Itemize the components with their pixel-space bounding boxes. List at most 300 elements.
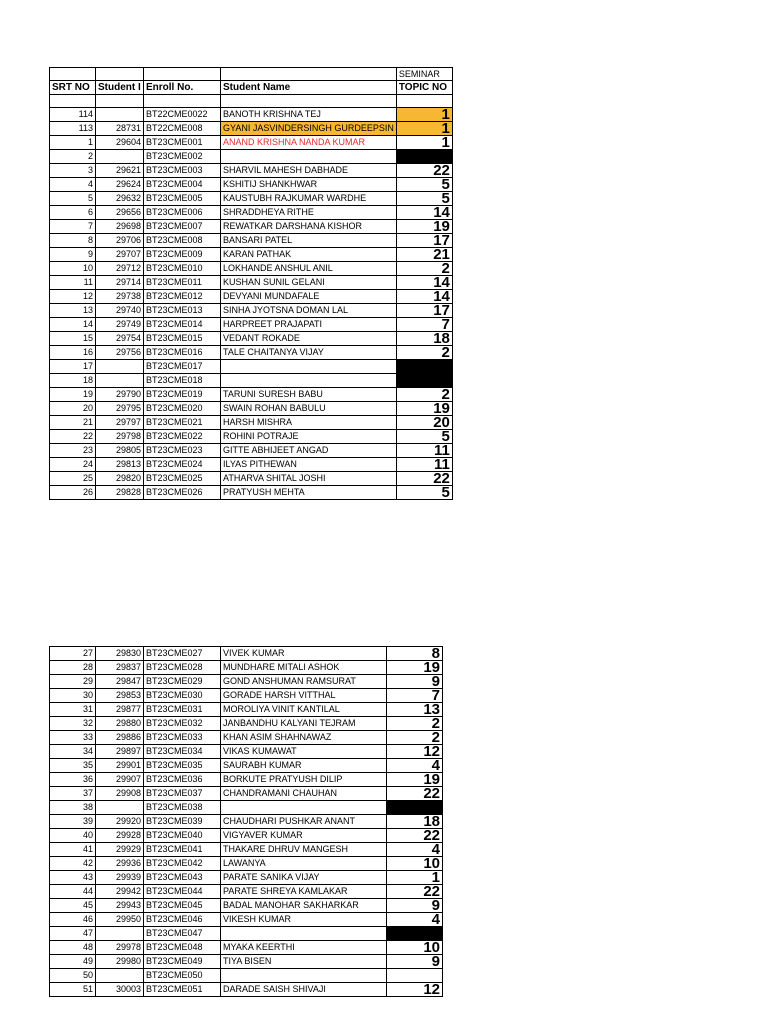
student-name-cell: DARADE SAISH SHIVAJI xyxy=(221,983,387,997)
enroll-no-cell: BT23CME008 xyxy=(144,234,221,248)
topic-no-cell: 7 xyxy=(387,689,443,703)
student-id-cell: 28731 xyxy=(96,122,144,136)
table-row xyxy=(50,360,453,374)
student-name-cell: TIYA BISEN xyxy=(221,955,387,969)
topic-no-cell: 20 xyxy=(396,416,452,430)
student-id-cell: 29621 xyxy=(96,164,144,178)
enroll-no-cell: BT23CME043 xyxy=(144,871,221,885)
table-row xyxy=(50,815,443,829)
enroll-no-cell: BT23CME050 xyxy=(144,969,221,983)
student-id-cell: 29837 xyxy=(96,661,144,675)
student-id-cell: 29978 xyxy=(96,941,144,955)
student-name-cell: MYAKA KEERTHI xyxy=(221,941,387,955)
topic-no-cell: 19 xyxy=(396,402,452,416)
student-id-cell: 29805 xyxy=(96,444,144,458)
table-row xyxy=(50,192,453,206)
student-name-cell xyxy=(221,927,387,941)
student-name-cell: PRATYUSH MEHTA xyxy=(221,486,397,500)
blank-cell xyxy=(396,95,452,108)
srt-no-cell: 27 xyxy=(50,647,96,661)
student-id-cell: 29928 xyxy=(96,829,144,843)
student-name-cell: GOND ANSHUMAN RAMSURAT xyxy=(221,675,387,689)
enroll-no-cell: BT23CME003 xyxy=(144,164,221,178)
srt-no-cell: 21 xyxy=(50,416,96,430)
topic-no-cell: 18 xyxy=(396,332,452,346)
srt-no-cell: 9 xyxy=(50,248,96,262)
enroll-no-cell: BT23CME011 xyxy=(144,276,221,290)
student-id-cell: 29929 xyxy=(96,843,144,857)
enroll-no-cell: BT23CME014 xyxy=(144,318,221,332)
srt-no-cell: 113 xyxy=(50,122,96,136)
topic-no-cell xyxy=(387,927,443,941)
table-row xyxy=(50,290,453,304)
student-name-cell: KARAN PATHAK xyxy=(221,248,397,262)
enroll-no-cell: BT23CME048 xyxy=(144,941,221,955)
enroll-no-cell: BT23CME007 xyxy=(144,220,221,234)
student-id-cell: 29756 xyxy=(96,346,144,360)
enroll-no-cell: BT23CME006 xyxy=(144,206,221,220)
student-id-cell: 29886 xyxy=(96,731,144,745)
student-name-cell: LOKHANDE ANSHUL ANIL xyxy=(221,262,397,276)
topic-no-cell: 22 xyxy=(387,787,443,801)
table-row xyxy=(50,304,453,318)
topic-no-cell: 14 xyxy=(396,290,452,304)
srt-no-cell: 29 xyxy=(50,675,96,689)
enroll-no-cell: BT23CME026 xyxy=(144,486,221,500)
student-name-cell: BANSARI PATEL xyxy=(221,234,397,248)
student-name-cell: VEDANT ROKADE xyxy=(221,332,397,346)
student-id-cell: 29901 xyxy=(96,759,144,773)
enroll-no-cell: BT23CME023 xyxy=(144,444,221,458)
enroll-no-cell: BT23CME020 xyxy=(144,402,221,416)
student-name-cell: THAKARE DHRUV MANGESH xyxy=(221,843,387,857)
srt-no-cell: 40 xyxy=(50,829,96,843)
student-name-cell: SHRADDHEYA RITHE xyxy=(221,206,397,220)
student-id-cell xyxy=(96,150,144,164)
student-id-cell xyxy=(96,108,144,122)
student-table-2-body xyxy=(50,647,443,997)
table-row xyxy=(50,136,453,150)
enroll-no-cell: BT23CME031 xyxy=(144,703,221,717)
table-row xyxy=(50,731,443,745)
enroll-no-cell: BT23CME010 xyxy=(144,262,221,276)
srt-no-cell: 11 xyxy=(50,276,96,290)
blank-row xyxy=(50,95,453,108)
topic-no-cell xyxy=(396,374,452,388)
student-table-2 xyxy=(49,646,443,997)
topic-no-cell: 1 xyxy=(396,122,452,136)
seminar-label: SEMINAR xyxy=(396,68,452,81)
table-row xyxy=(50,262,453,276)
table-row xyxy=(50,178,453,192)
student-name-cell: VIKAS KUMAWAT xyxy=(221,745,387,759)
student-name-cell: LAWANYA xyxy=(221,857,387,871)
topic-no-cell: 5 xyxy=(396,178,452,192)
topic-no-cell: 9 xyxy=(387,955,443,969)
student-table-1 xyxy=(49,67,453,500)
table-row xyxy=(50,430,453,444)
student-id-cell: 29942 xyxy=(96,885,144,899)
topic-no-cell: 2 xyxy=(387,731,443,745)
blank-cell xyxy=(96,95,144,108)
student-name-cell: TALE CHAITANYA VIJAY xyxy=(221,346,397,360)
table-row xyxy=(50,661,443,675)
enroll-no-cell: BT23CME013 xyxy=(144,304,221,318)
enroll-no-cell: BT23CME015 xyxy=(144,332,221,346)
enroll-no-cell: BT23CME036 xyxy=(144,773,221,787)
topic-no-cell: 12 xyxy=(387,745,443,759)
srt-no-cell: 39 xyxy=(50,815,96,829)
srt-no-cell: 15 xyxy=(50,332,96,346)
student-name-cell: ATHARVA SHITAL JOSHI xyxy=(221,472,397,486)
srt-no-cell: 43 xyxy=(50,871,96,885)
enroll-no-cell: BT22CME0022 xyxy=(144,108,221,122)
student-id-cell: 29820 xyxy=(96,472,144,486)
enroll-no-cell: BT23CME038 xyxy=(144,801,221,815)
enroll-no-cell: BT23CME028 xyxy=(144,661,221,675)
table-row xyxy=(50,444,453,458)
table-row xyxy=(50,871,443,885)
srt-no-cell: 42 xyxy=(50,857,96,871)
column-header-row xyxy=(50,81,453,95)
student-name-cell: KAUSTUBH RAJKUMAR WARDHE xyxy=(221,192,397,206)
student-name-cell: GORADE HARSH VITTHAL xyxy=(221,689,387,703)
topic-no-cell: 2 xyxy=(396,262,452,276)
student-name-cell: REWATKAR DARSHANA KISHOR xyxy=(221,220,397,234)
header-blank-cell xyxy=(144,68,221,81)
srt-no-cell: 24 xyxy=(50,458,96,472)
topic-no-cell: 2 xyxy=(396,346,452,360)
srt-no-cell: 114 xyxy=(50,108,96,122)
topic-no-cell: 14 xyxy=(396,206,452,220)
table-row xyxy=(50,108,453,122)
table-row xyxy=(50,759,443,773)
header-student-id: Student I xyxy=(96,81,144,95)
enroll-no-cell: BT23CME041 xyxy=(144,843,221,857)
student-id-cell: 29908 xyxy=(96,787,144,801)
enroll-no-cell: BT23CME047 xyxy=(144,927,221,941)
table-row xyxy=(50,122,453,136)
student-id-cell: 29853 xyxy=(96,689,144,703)
blank-cell xyxy=(50,95,96,108)
student-id-cell xyxy=(96,927,144,941)
student-id-cell: 30003 xyxy=(96,983,144,997)
table-row xyxy=(50,206,453,220)
topic-no-cell: 11 xyxy=(396,458,452,472)
student-id-cell: 29936 xyxy=(96,857,144,871)
enroll-no-cell: BT23CME005 xyxy=(144,192,221,206)
table-row xyxy=(50,248,453,262)
enroll-no-cell: BT23CME049 xyxy=(144,955,221,969)
table-row xyxy=(50,402,453,416)
srt-no-cell: 19 xyxy=(50,388,96,402)
student-name-cell: GYANI JASVINDERSINGH GURDEEPSIN xyxy=(221,122,397,136)
srt-no-cell: 49 xyxy=(50,955,96,969)
student-id-cell: 29754 xyxy=(96,332,144,346)
srt-no-cell: 16 xyxy=(50,346,96,360)
student-name-cell: ILYAS PITHEWAN xyxy=(221,458,397,472)
blank-cell xyxy=(144,95,221,108)
student-id-cell: 29830 xyxy=(96,647,144,661)
srt-no-cell: 46 xyxy=(50,913,96,927)
srt-no-cell: 1 xyxy=(50,136,96,150)
topic-no-cell: 17 xyxy=(396,234,452,248)
topic-no-cell: 2 xyxy=(387,717,443,731)
header-enroll-no: Enroll No. xyxy=(144,81,221,95)
srt-no-cell: 3 xyxy=(50,164,96,178)
enroll-no-cell: BT23CME030 xyxy=(144,689,221,703)
table-row xyxy=(50,857,443,871)
srt-no-cell: 8 xyxy=(50,234,96,248)
topic-no-cell: 5 xyxy=(396,192,452,206)
srt-no-cell: 14 xyxy=(50,318,96,332)
header-blank-cell xyxy=(96,68,144,81)
student-id-cell: 29897 xyxy=(96,745,144,759)
enroll-no-cell: BT23CME024 xyxy=(144,458,221,472)
enroll-no-cell: BT23CME025 xyxy=(144,472,221,486)
enroll-no-cell: BT23CME029 xyxy=(144,675,221,689)
student-name-cell: ANAND KRISHNA NANDA KUMAR xyxy=(221,136,397,150)
student-name-cell: JANBANDHU KALYANI TEJRAM xyxy=(221,717,387,731)
topic-no-cell: 22 xyxy=(387,885,443,899)
table-row xyxy=(50,388,453,402)
enroll-no-cell: BT23CME001 xyxy=(144,136,221,150)
seminar-header-row xyxy=(50,68,453,81)
srt-no-cell: 45 xyxy=(50,899,96,913)
table-row xyxy=(50,374,453,388)
table-row xyxy=(50,332,453,346)
table-row xyxy=(50,675,443,689)
student-name-cell: SHARVIL MAHESH DABHADE xyxy=(221,164,397,178)
student-id-cell: 29880 xyxy=(96,717,144,731)
student-id-cell: 29813 xyxy=(96,458,144,472)
table-row xyxy=(50,416,453,430)
topic-no-cell: 19 xyxy=(387,773,443,787)
student-name-cell: BORKUTE PRATYUSH DILIP xyxy=(221,773,387,787)
topic-no-cell: 17 xyxy=(396,304,452,318)
student-id-cell: 29795 xyxy=(96,402,144,416)
srt-no-cell: 38 xyxy=(50,801,96,815)
topic-no-cell: 19 xyxy=(396,220,452,234)
srt-no-cell: 20 xyxy=(50,402,96,416)
srt-no-cell: 13 xyxy=(50,304,96,318)
table-row xyxy=(50,829,443,843)
table-row xyxy=(50,787,443,801)
student-name-cell xyxy=(221,801,387,815)
enroll-no-cell: BT23CME009 xyxy=(144,248,221,262)
student-name-cell: BANOTH KRISHNA TEJ xyxy=(221,108,397,122)
table-row xyxy=(50,689,443,703)
enroll-no-cell: BT23CME045 xyxy=(144,899,221,913)
student-id-cell xyxy=(96,374,144,388)
topic-no-cell xyxy=(396,150,452,164)
student-id-cell: 29656 xyxy=(96,206,144,220)
student-id-cell xyxy=(96,801,144,815)
student-name-cell xyxy=(221,150,397,164)
topic-no-cell: 1 xyxy=(387,871,443,885)
srt-no-cell: 12 xyxy=(50,290,96,304)
table-row xyxy=(50,843,443,857)
student-name-cell: VIKESH KUMAR xyxy=(221,913,387,927)
student-id-cell: 29740 xyxy=(96,304,144,318)
topic-no-cell: 10 xyxy=(387,857,443,871)
srt-no-cell: 35 xyxy=(50,759,96,773)
header-blank-cell xyxy=(50,68,96,81)
student-name-cell: GITTE ABHIJEET ANGAD xyxy=(221,444,397,458)
enroll-no-cell: BT23CME040 xyxy=(144,829,221,843)
table-row xyxy=(50,955,443,969)
topic-no-cell: 9 xyxy=(387,675,443,689)
student-id-cell: 29877 xyxy=(96,703,144,717)
topic-no-cell: 4 xyxy=(387,913,443,927)
enroll-no-cell: BT23CME016 xyxy=(144,346,221,360)
srt-no-cell: 26 xyxy=(50,486,96,500)
topic-no-cell xyxy=(396,360,452,374)
student-id-cell xyxy=(96,360,144,374)
student-name-cell: HARSH MISHRA xyxy=(221,416,397,430)
srt-no-cell: 22 xyxy=(50,430,96,444)
srt-no-cell: 25 xyxy=(50,472,96,486)
table-row xyxy=(50,318,453,332)
srt-no-cell: 18 xyxy=(50,374,96,388)
enroll-no-cell: BT23CME039 xyxy=(144,815,221,829)
student-id-cell: 29604 xyxy=(96,136,144,150)
student-name-cell: ROHINI POTRAJE xyxy=(221,430,397,444)
srt-no-cell: 44 xyxy=(50,885,96,899)
topic-no-cell: 11 xyxy=(396,444,452,458)
topic-no-cell: 5 xyxy=(396,486,452,500)
topic-no-cell: 8 xyxy=(387,647,443,661)
topic-no-cell: 1 xyxy=(396,108,452,122)
topic-no-cell: 2 xyxy=(396,388,452,402)
srt-no-cell: 36 xyxy=(50,773,96,787)
student-name-cell: PARATE SANIKA VIJAY xyxy=(221,871,387,885)
student-id-cell xyxy=(96,969,144,983)
student-name-cell: SINHA JYOTSNA DOMAN LAL xyxy=(221,304,397,318)
student-name-cell xyxy=(221,969,387,983)
student-id-cell: 29712 xyxy=(96,262,144,276)
topic-no-cell: 13 xyxy=(387,703,443,717)
enroll-no-cell: BT23CME033 xyxy=(144,731,221,745)
student-name-cell xyxy=(221,360,397,374)
student-name-cell xyxy=(221,374,397,388)
header-topic-no: TOPIC NO xyxy=(396,81,452,95)
student-id-cell: 29798 xyxy=(96,430,144,444)
enroll-no-cell: BT23CME037 xyxy=(144,787,221,801)
topic-no-cell: 18 xyxy=(387,815,443,829)
topic-no-cell: 14 xyxy=(396,276,452,290)
student-name-cell: KSHITIJ SHANKHWAR xyxy=(221,178,397,192)
table-row xyxy=(50,486,453,500)
student-id-cell: 29920 xyxy=(96,815,144,829)
enroll-no-cell: BT23CME027 xyxy=(144,647,221,661)
student-id-cell: 29907 xyxy=(96,773,144,787)
table-row xyxy=(50,969,443,983)
student-id-cell: 29943 xyxy=(96,899,144,913)
srt-no-cell: 47 xyxy=(50,927,96,941)
student-name-cell: SAURABH KUMAR xyxy=(221,759,387,773)
student-id-cell: 29624 xyxy=(96,178,144,192)
student-name-cell: VIGYAVER KUMAR xyxy=(221,829,387,843)
student-name-cell: MOROLIYA VINIT KANTILAL xyxy=(221,703,387,717)
enroll-no-cell: BT23CME019 xyxy=(144,388,221,402)
topic-no-cell: 4 xyxy=(387,759,443,773)
topic-no-cell: 21 xyxy=(396,248,452,262)
student-name-cell: SWAIN ROHAN BABULU xyxy=(221,402,397,416)
topic-no-cell: 22 xyxy=(396,164,452,178)
srt-no-cell: 41 xyxy=(50,843,96,857)
srt-no-cell: 6 xyxy=(50,206,96,220)
table-row xyxy=(50,472,453,486)
blank-cell xyxy=(221,95,397,108)
srt-no-cell: 50 xyxy=(50,969,96,983)
srt-no-cell: 23 xyxy=(50,444,96,458)
srt-no-cell: 34 xyxy=(50,745,96,759)
table-row xyxy=(50,983,443,997)
srt-no-cell: 10 xyxy=(50,262,96,276)
student-name-cell: BADAL MANOHAR SAKHARKAR xyxy=(221,899,387,913)
table-row xyxy=(50,458,453,472)
student-name-cell: KUSHAN SUNIL GELANI xyxy=(221,276,397,290)
topic-no-cell: 22 xyxy=(396,472,452,486)
enroll-no-cell: BT23CME042 xyxy=(144,857,221,871)
enroll-no-cell: BT23CME032 xyxy=(144,717,221,731)
student-id-cell: 29828 xyxy=(96,486,144,500)
table-row xyxy=(50,899,443,913)
srt-no-cell: 37 xyxy=(50,787,96,801)
enroll-no-cell: BT23CME004 xyxy=(144,178,221,192)
student-name-cell: PARATE SHREYA KAMLAKAR xyxy=(221,885,387,899)
srt-no-cell: 5 xyxy=(50,192,96,206)
student-id-cell: 29714 xyxy=(96,276,144,290)
topic-no-cell: 5 xyxy=(396,430,452,444)
enroll-no-cell: BT23CME046 xyxy=(144,913,221,927)
student-name-cell: CHANDRAMANI CHAUHAN xyxy=(221,787,387,801)
student-id-cell: 29980 xyxy=(96,955,144,969)
topic-no-cell: 22 xyxy=(387,829,443,843)
table-row xyxy=(50,150,453,164)
student-id-cell: 29632 xyxy=(96,192,144,206)
student-name-cell: CHAUDHARI PUSHKAR ANANT xyxy=(221,815,387,829)
topic-no-cell xyxy=(387,801,443,815)
student-id-cell: 29698 xyxy=(96,220,144,234)
enroll-no-cell: BT23CME018 xyxy=(144,374,221,388)
header-blank-cell xyxy=(221,68,397,81)
enroll-no-cell: BT23CME021 xyxy=(144,416,221,430)
student-name-cell: MUNDHARE MITALI ASHOK xyxy=(221,661,387,675)
table-row xyxy=(50,927,443,941)
student-name-cell: KHAN ASIM SHAHNAWAZ xyxy=(221,731,387,745)
student-id-cell: 29707 xyxy=(96,248,144,262)
enroll-no-cell: BT23CME017 xyxy=(144,360,221,374)
student-name-cell: VIVEK KUMAR xyxy=(221,647,387,661)
enroll-no-cell: BT23CME002 xyxy=(144,150,221,164)
table-row xyxy=(50,913,443,927)
table-row xyxy=(50,941,443,955)
topic-no-cell: 10 xyxy=(387,941,443,955)
enroll-no-cell: BT23CME044 xyxy=(144,885,221,899)
student-table-1-body xyxy=(50,68,453,500)
header-srt-no: SRT NO xyxy=(50,81,96,95)
table-row xyxy=(50,885,443,899)
srt-no-cell: 33 xyxy=(50,731,96,745)
enroll-no-cell: BT23CME035 xyxy=(144,759,221,773)
enroll-no-cell: BT22CME008 xyxy=(144,122,221,136)
enroll-no-cell: BT23CME051 xyxy=(144,983,221,997)
srt-no-cell: 7 xyxy=(50,220,96,234)
srt-no-cell: 30 xyxy=(50,689,96,703)
table-row xyxy=(50,346,453,360)
